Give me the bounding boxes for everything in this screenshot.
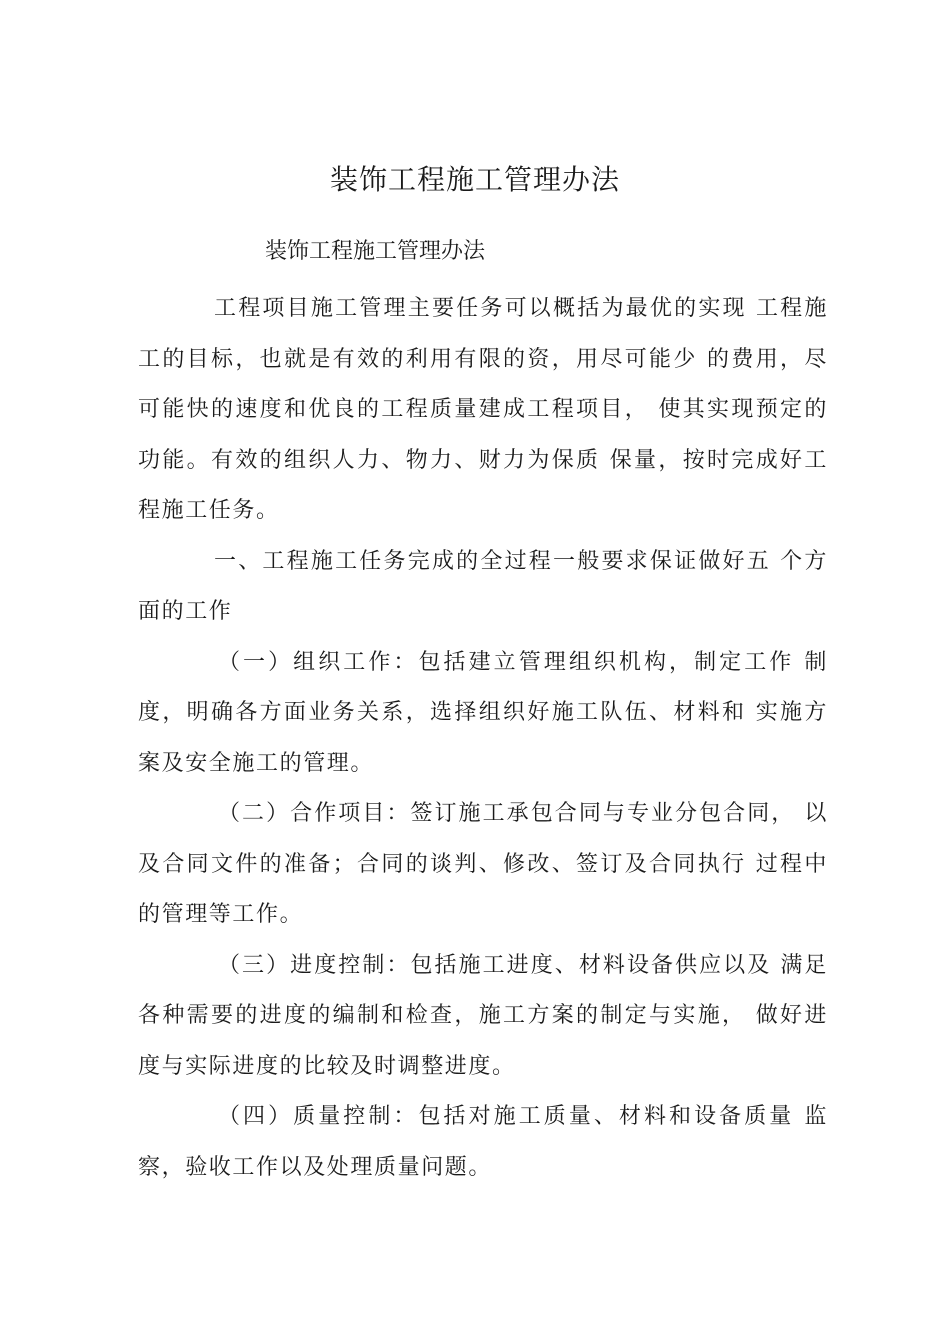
document-title: 装饰工程施工管理办法 <box>329 163 620 196</box>
paragraph-intro: 工程项目施工管理主要任务可以概括为最优的实现 工程施工的目标，也就是有效的利用有限的资，用尽可能少 的费用，尽可能快的速度和优良的工程质量建成工程项目， 使其实现预定的功能。有效的组织人力、物力、财力为保质 保量，按时完成好工程施工任务。 <box>138 296 828 523</box>
paragraph-organization: （一）组织工作：包括建立管理组织机构，制定工作 制度，明确各方面业务关系，选择组织好施工队伍、材料和 实施方案及安全施工的管理。 <box>138 649 828 776</box>
paragraph-cooperation: （二）合作项目：签订施工承包合同与专业分包合同， 以及合同文件的准备；合同的谈判、修改、签订及合同执行 过程中的管理等工作。 <box>138 801 828 927</box>
document-subtitle: 装饰工程施工管理办法 <box>265 239 486 264</box>
paragraph-quality-control: （四）质量控制：包括对施工质量、材料和设备质量 监察，验收工作以及处理质量问题。 <box>138 1104 828 1180</box>
document-body <box>138 284 828 1193</box>
paragraph-section-one: 一、工程施工任务完成的全过程一般要求保证做好五 个方面的工作 <box>138 548 828 624</box>
paragraph-progress-control: （三）进度控制：包括施工进度、材料设备供应以及 满足各种需要的进度的编制和检查，施工方案的制定与实施， 做好进度与实际进度的比较及时调整进度。 <box>138 952 828 1079</box>
